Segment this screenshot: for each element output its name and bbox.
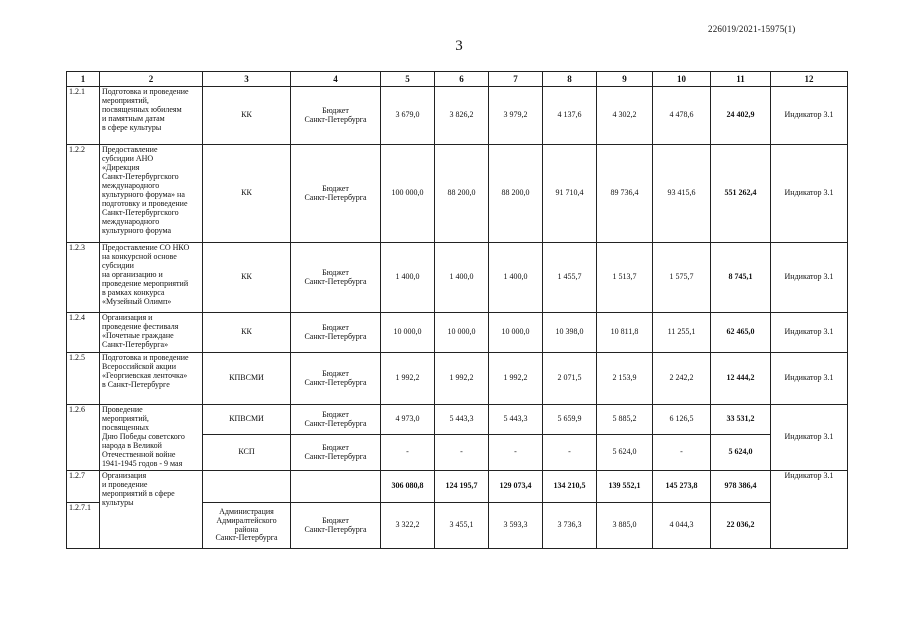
indicator: Индикатор 3.1 (771, 87, 848, 145)
activity-name-line: международного (102, 180, 160, 190)
table-row (67, 405, 848, 435)
activity-name-line: Всероссийской акции (102, 361, 176, 371)
year-value: 5 443,3 (489, 405, 543, 435)
year-value: 3 885,0 (597, 503, 653, 549)
funding-source-line: Бюджет (322, 105, 349, 115)
activity-name-line: мероприятий, (102, 95, 149, 105)
funding-source-line: Бюджет (322, 183, 349, 193)
year-value: 91 710,4 (543, 145, 597, 243)
funding-source (291, 353, 381, 405)
header-row (67, 72, 848, 87)
activity-name (100, 87, 203, 145)
table-row (67, 313, 848, 353)
year-value: 5 659,9 (543, 405, 597, 435)
executor: КК (203, 313, 291, 353)
year-value: 3 679,0 (381, 87, 435, 145)
year-value: - (489, 435, 543, 471)
activity-name-line: Санкт-Петербургского (102, 207, 179, 217)
total-value: 22 036,2 (711, 503, 771, 549)
year-value: - (653, 435, 711, 471)
year-value: 93 415,6 (653, 145, 711, 243)
executor-line: Санкт-Петербурга (215, 533, 278, 543)
activity-name-line: народа в Великой (102, 440, 162, 450)
funding-source-line: Бюджет (322, 409, 349, 419)
activity-name-line: проведение фестиваля (102, 321, 179, 331)
activity-name-line: посвященных юбилеям (102, 104, 182, 114)
year-value: 1 575,7 (653, 243, 711, 313)
row-number: 1.2.7.1 (67, 503, 100, 549)
row-number: 1.2.3 (67, 243, 100, 313)
activity-name-line: Отечественной войне (102, 449, 176, 459)
page-number: 3 (455, 38, 463, 54)
funding-source-line: Санкт-Петербурга (304, 114, 367, 124)
row-number: 1.2.1 (67, 87, 100, 145)
activity-name-line: проведение мероприятий (102, 278, 189, 288)
year-value: - (435, 435, 489, 471)
activity-name-line: на организацию и (102, 269, 163, 279)
year-value: 4 478,6 (653, 87, 711, 145)
year-value: 1 400,0 (381, 243, 435, 313)
total-value: 12 444,2 (711, 353, 771, 405)
executor (203, 503, 291, 549)
year-value: 10 000,0 (489, 313, 543, 353)
year-value: 306 080,8 (381, 471, 435, 503)
year-value: 88 200,0 (435, 145, 489, 243)
year-value: - (381, 435, 435, 471)
year-value: 11 255,1 (653, 313, 711, 353)
year-value: 1 455,7 (543, 243, 597, 313)
year-value: 1 992,2 (489, 353, 543, 405)
year-value: 2 071,5 (543, 353, 597, 405)
activity-name (100, 471, 203, 549)
activity-name-line: посвященных (102, 422, 150, 432)
indicator: Индикатор 3.1 (771, 353, 848, 405)
funding-source (291, 503, 381, 549)
column-header: 5 (381, 72, 435, 87)
year-value: 3 826,2 (435, 87, 489, 145)
year-value: 2 242,2 (653, 353, 711, 405)
funding-source (291, 87, 381, 145)
year-value: 4 137,6 (543, 87, 597, 145)
column-header: 9 (597, 72, 653, 87)
year-value: 1 400,0 (435, 243, 489, 313)
activity-name (100, 353, 203, 405)
funding-source-line: Санкт-Петербурга (304, 418, 367, 428)
executor: КСП (203, 435, 291, 471)
row-number: 1.2.7 (67, 471, 100, 503)
year-value: 1 513,7 (597, 243, 653, 313)
row-number: 1.2.2 (67, 145, 100, 243)
activity-name-line: «Георгиевская ленточка» (102, 370, 188, 380)
year-value: 6 126,5 (653, 405, 711, 435)
year-value: 3 979,2 (489, 87, 543, 145)
executor-line: Адмиралтейского (216, 515, 277, 525)
activity-name-line: субсидии АНО (102, 153, 154, 163)
year-value: 10 000,0 (435, 313, 489, 353)
activity-name-line: Организация (102, 471, 147, 480)
year-value: 1 992,2 (381, 353, 435, 405)
activity-name-line: «Почетные граждане (102, 330, 174, 340)
column-header: 10 (653, 72, 711, 87)
year-value: 89 736,4 (597, 145, 653, 243)
activity-name-line: культуры (102, 497, 134, 507)
executor-line: Администрация (219, 506, 274, 516)
funding-source (291, 243, 381, 313)
activity-name-line: в рамках конкурса (102, 287, 165, 297)
funding-source-line: Санкт-Петербурга (304, 451, 367, 461)
column-header: 4 (291, 72, 381, 87)
activity-name-line: культурного форума» на (102, 189, 185, 199)
column-header: 12 (771, 72, 848, 87)
year-value: 5 443,3 (435, 405, 489, 435)
table-row (67, 145, 848, 243)
budget-table (66, 71, 848, 549)
activity-name-line: Подготовка и проведение (102, 87, 189, 96)
funding-source-line: Санкт-Петербурга (304, 331, 367, 341)
document-id: 226019/2021-15975(1) (708, 24, 796, 34)
executor: КПВСМИ (203, 353, 291, 405)
activity-name-line: «Дирекция (102, 162, 140, 172)
year-value: 1 992,2 (435, 353, 489, 405)
indicator: Индикатор 3.1 (771, 243, 848, 313)
executor-empty (203, 471, 291, 503)
year-value: 134 210,5 (543, 471, 597, 503)
activity-name-line: Подготовка и проведение (102, 353, 189, 362)
table-row (67, 87, 848, 145)
activity-name-line: и проведение (102, 479, 148, 489)
column-header: 7 (489, 72, 543, 87)
funding-source (291, 405, 381, 435)
year-value: 4 973,0 (381, 405, 435, 435)
year-value: 4 044,3 (653, 503, 711, 549)
activity-name-line: культурного форума (102, 225, 172, 235)
total-value: 62 465,0 (711, 313, 771, 353)
year-value: 3 736,3 (543, 503, 597, 549)
total-value: 24 402,9 (711, 87, 771, 145)
executor: КК (203, 145, 291, 243)
funding-source-line: Санкт-Петербурга (304, 192, 367, 202)
total-value: 5 624,0 (711, 435, 771, 471)
activity-name-line: субсидии (102, 260, 134, 270)
executor: КК (203, 243, 291, 313)
year-value: 88 200,0 (489, 145, 543, 243)
year-value: 3 593,3 (489, 503, 543, 549)
activity-name-line: мероприятий, (102, 413, 149, 423)
activity-name (100, 145, 203, 243)
activity-name-line: Проведение (102, 405, 143, 414)
activity-name-line: Предоставление (102, 145, 158, 154)
year-value: 5 885,2 (597, 405, 653, 435)
row-number: 1.2.4 (67, 313, 100, 353)
column-header: 2 (100, 72, 203, 87)
column-header: 3 (203, 72, 291, 87)
activity-name-line: 1941-1945 годов - 9 мая (102, 458, 183, 468)
total-value: 978 386,4 (711, 471, 771, 503)
year-value: - (543, 435, 597, 471)
activity-name-line: Организация и (102, 313, 153, 322)
funding-source-line: Санкт-Петербурга (304, 524, 367, 534)
year-value: 10 000,0 (381, 313, 435, 353)
total-value: 8 745,1 (711, 243, 771, 313)
activity-name (100, 243, 203, 313)
year-value: 3 322,2 (381, 503, 435, 549)
executor: КК (203, 87, 291, 145)
funding-source (291, 435, 381, 471)
activity-name-line: на конкурсной основе (102, 251, 177, 261)
row-number: 1.2.5 (67, 353, 100, 405)
activity-name-line: Предоставление СО НКО (102, 243, 190, 252)
year-value: 1 400,0 (489, 243, 543, 313)
table-body (67, 87, 848, 549)
executor: КПВСМИ (203, 405, 291, 435)
total-value: 33 531,2 (711, 405, 771, 435)
funding-source-line: Бюджет (322, 515, 349, 525)
table-row (67, 471, 848, 503)
source-empty (291, 471, 381, 503)
table-row (67, 353, 848, 405)
funding-source-line: Бюджет (322, 267, 349, 277)
funding-source-line: Санкт-Петербурга (304, 377, 367, 387)
funding-source-line: Бюджет (322, 442, 349, 452)
funding-source-line: Санкт-Петербурга (304, 276, 367, 286)
column-header: 6 (435, 72, 489, 87)
year-value: 139 552,1 (597, 471, 653, 503)
activity-name-line: «Музейный Олимп» (102, 296, 172, 306)
indicator: Индикатор 3.1 (771, 471, 848, 549)
activity-name (100, 313, 203, 353)
indicator: Индикатор 3.1 (771, 313, 848, 353)
year-value: 4 302,2 (597, 87, 653, 145)
indicator: Индикатор 3.1 (771, 145, 848, 243)
year-value: 124 195,7 (435, 471, 489, 503)
activity-name-line: в сфере культуры (102, 122, 162, 132)
year-value: 145 273,8 (653, 471, 711, 503)
funding-source (291, 313, 381, 353)
column-header: 11 (711, 72, 771, 87)
column-header: 1 (67, 72, 100, 87)
year-value: 100 000,0 (381, 145, 435, 243)
activity-name-line: Санкт-Петербурга» (102, 339, 169, 349)
activity-name-line: мероприятий в сфере (102, 488, 175, 498)
activity-name-line: Санкт-Петербургского (102, 171, 179, 181)
year-value: 2 153,9 (597, 353, 653, 405)
activity-name-line: Дню Победы советского (102, 431, 185, 441)
year-value: 129 073,4 (489, 471, 543, 503)
total-value: 551 262,4 (711, 145, 771, 243)
funding-source-line: Бюджет (322, 322, 349, 332)
activity-name (100, 405, 203, 471)
executor-line: района (234, 524, 259, 534)
funding-source (291, 145, 381, 243)
column-header: 8 (543, 72, 597, 87)
activity-name-line: подготовку и проведение (102, 198, 188, 208)
activity-name-line: международного (102, 216, 160, 226)
activity-name-line: и памятным датам (102, 113, 165, 123)
year-value: 3 455,1 (435, 503, 489, 549)
activity-name-line: в Санкт-Петербурге (102, 379, 170, 389)
year-value: 10 398,0 (543, 313, 597, 353)
funding-source-line: Бюджет (322, 368, 349, 378)
indicator: Индикатор 3.1 (771, 405, 848, 471)
year-value: 10 811,8 (597, 313, 653, 353)
table-row (67, 243, 848, 313)
year-value: 5 624,0 (597, 435, 653, 471)
row-number: 1.2.6 (67, 405, 100, 471)
